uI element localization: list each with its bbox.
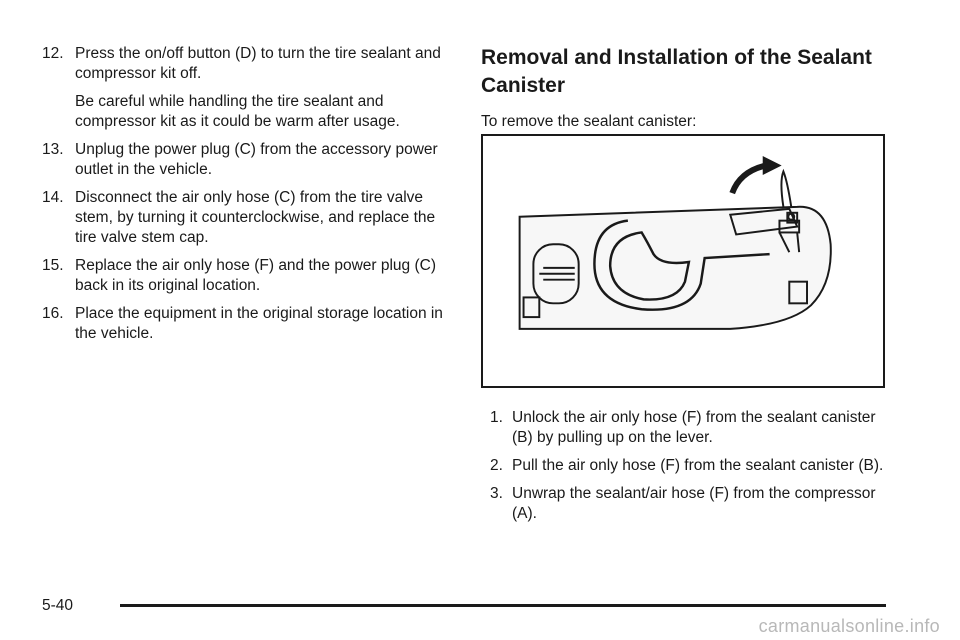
step-3 xyxy=(490,484,890,524)
page-number: 5-40 xyxy=(42,597,74,614)
step-text: Place the equipment in the original storage location in the vehicle. xyxy=(75,305,443,342)
step-13 xyxy=(42,140,454,180)
step-1 xyxy=(490,408,890,448)
step-number: 2. xyxy=(490,457,503,474)
left-column xyxy=(42,44,454,352)
step-number: 13. xyxy=(42,141,64,158)
footer-rule xyxy=(120,604,886,607)
step-text: Unlock the air only hose (F) from the sealant canister (B) by pulling up on the lever. xyxy=(512,409,876,446)
step-12 xyxy=(42,44,454,84)
step-number: 16. xyxy=(42,305,64,322)
section-heading: Removal and Installation of the Sealant Canister xyxy=(481,46,872,97)
step-text: Unplug the power plug (C) from the accessory power outlet in the vehicle. xyxy=(75,141,438,178)
sealant-canister-illustration xyxy=(481,134,885,388)
step-number: 15. xyxy=(42,257,64,274)
canister-drawing xyxy=(483,136,883,386)
step-text: Press the on/off button (D) to turn the tire sealant and compressor kit off. xyxy=(75,45,441,82)
step-16 xyxy=(42,304,454,344)
step-text: Unwrap the sealant/air hose (F) from the compressor (A). xyxy=(512,485,876,522)
right-column xyxy=(481,44,891,132)
step-number: 14. xyxy=(42,189,64,206)
removal-steps xyxy=(490,408,890,532)
step-15 xyxy=(42,256,454,296)
step-2 xyxy=(490,456,890,476)
step-text: Replace the air only hose (F) and the power plug (C) back in its original location. xyxy=(75,257,436,294)
intro-text: To remove the sealant canister: xyxy=(481,113,697,130)
step-number: 1. xyxy=(490,409,503,426)
step-number: 12. xyxy=(42,45,64,62)
watermark: carmanualsonline.info xyxy=(758,616,940,636)
step-number: 3. xyxy=(490,485,503,502)
caution-note: Be careful while handling the tire sealant and compressor kit as it could be warm after usage. xyxy=(75,93,400,130)
step-text: Disconnect the air only hose (C) from the tire valve stem, by turning it counterclockwise, and replace the tire valve stem cap. xyxy=(75,189,436,246)
step-14 xyxy=(42,188,454,248)
step-text: Pull the air only hose (F) from the sealant canister (B). xyxy=(512,457,884,474)
